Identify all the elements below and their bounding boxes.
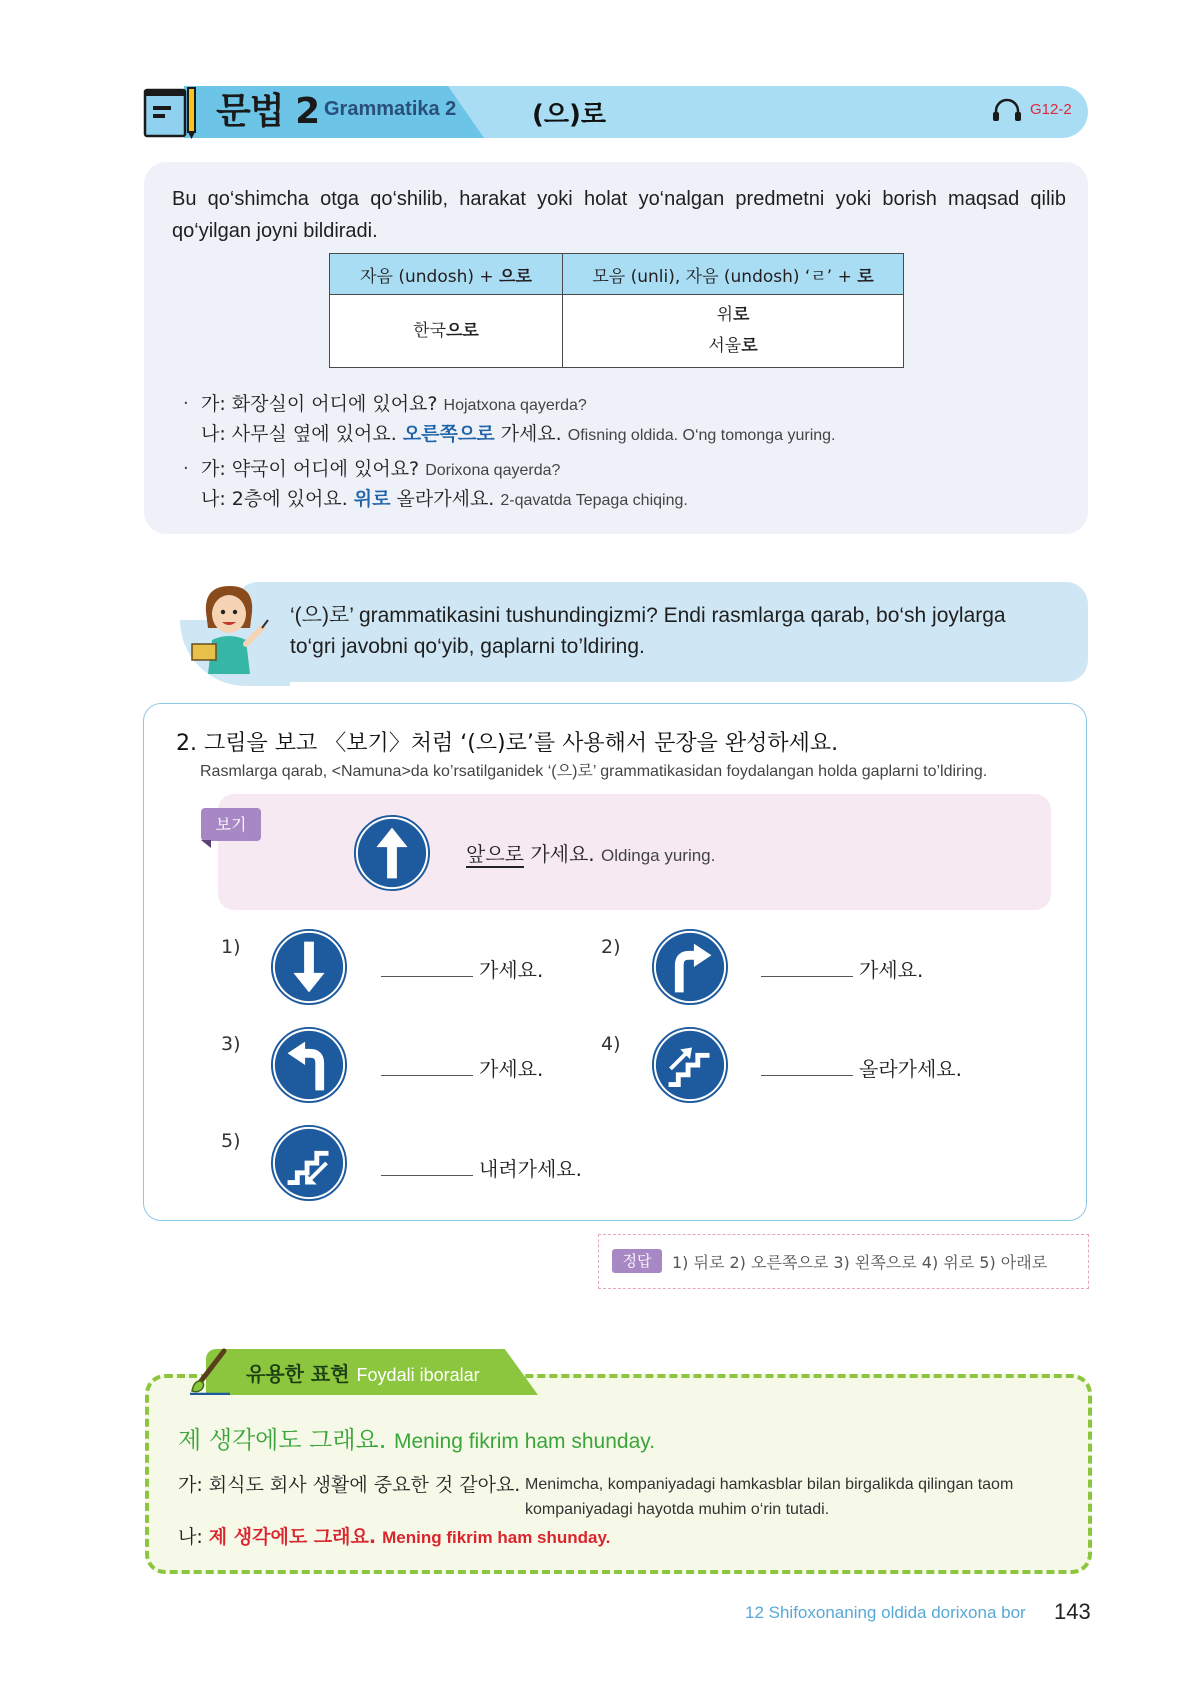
grammar-intro-text: Bu qo‘shimcha otga qo‘shilib, harakat yoki holat yo‘nalgan predmetni yoki borish maqsad qilib qo‘yilgan joyni bildiradi. <box>172 188 1066 242</box>
stairs-down-icon <box>270 1124 348 1202</box>
bullet: · <box>183 393 189 414</box>
answer-blank[interactable] <box>381 1074 473 1076</box>
useful-expressions-title: 유용한 표현 Foydali iboralar <box>246 1362 480 1386</box>
grammar-label: Grammatika 2 <box>324 98 457 120</box>
answer-blank[interactable] <box>381 975 473 977</box>
item-2-sentence: 가세요. <box>761 954 923 983</box>
dialogue-line-2: 나: 제 생각에도 그래요. Mening fikrim ham shunday. <box>178 1526 611 1548</box>
item-4-sentence: 올라가세요. <box>761 1053 962 1082</box>
item-3-sentence: 가세요. <box>381 1053 543 1082</box>
item-5-sentence: 내려가세요. <box>381 1153 582 1182</box>
exercise-title: 2. 그림을 보고 〈보기〉처럼 ‘(으)로’를 사용해서 문장을 완성하세요. <box>176 731 839 756</box>
answer-blank[interactable] <box>761 1074 853 1076</box>
grammar-topic: (으)로 <box>532 100 606 130</box>
item-3-number: 3) <box>221 1033 241 1055</box>
item-2-number: 2) <box>601 936 621 958</box>
chapter-footer: 12 Shifoxonaning oldida dorixona bor <box>745 1603 1026 1622</box>
dialogue-line-1-translation: Menimcha, kompaniyadagi hamkasblar bilan birgalikda qilingan taom kompaniyadagi hayotda muhim o‘rin tutadi. <box>525 1476 1014 1518</box>
answer-key-text: 1) 뒤로 2) 오른쪽으로 3) 왼쪽으로 4) 위로 5) 아래로 <box>672 1253 1048 1272</box>
prompt-text: ‘(으)로’ grammatikasini tushundingizmi? Endi rasmlarga qarab, bo‘sh joylarga to‘gri javobni qo‘yib, gaplarni to’ldiring. <box>290 604 1006 658</box>
item-5-number: 5) <box>221 1130 241 1152</box>
item-4-number: 4) <box>601 1033 621 1055</box>
table-cell-vowel-example: 위로 서울로 <box>563 295 904 368</box>
arrow-up-icon <box>353 814 431 892</box>
grammar-rule-table <box>329 253 904 368</box>
headphones-icon[interactable] <box>992 97 1022 123</box>
bullet: · <box>183 458 189 479</box>
example-1-question: 가: 화장실이 어디에 있어요? Hojatxona qayerda? <box>201 393 587 415</box>
arrow-turn-right-icon <box>651 928 729 1006</box>
example-2-question: 가: 약국이 어디에 있어요? Dorixona qayerda? <box>201 458 561 480</box>
example-label-flap <box>201 840 211 848</box>
answer-blank[interactable] <box>381 1174 473 1176</box>
answer-blank[interactable] <box>761 975 853 977</box>
exercise-subtitle: Rasmlarga qarab, <Namuna>da ko’rsatilganidek ‘(으)로’ grammatikasidan foydalangan holda gaplarni to’ldiring. <box>200 763 988 780</box>
useful-expression-headline: 제 생각에도 그래요. Mening fikrim ham shunday. <box>178 1426 656 1454</box>
example-2-answer: 나: 2층에 있어요. 위로 올라가세요. 2-qavatda Tepaga chiqing. <box>201 488 688 510</box>
table-header-consonant: 자음 (undosh) + 으로 <box>330 254 563 295</box>
arrow-turn-left-icon <box>270 1026 348 1104</box>
item-1-number: 1) <box>221 936 241 958</box>
example-1-answer: 나: 사무실 옆에 있어요. 오른쪽으로 가세요. Ofisning oldida. O‘ng tomonga yuring. <box>201 423 836 445</box>
page-number: 143 <box>1054 1599 1091 1624</box>
stairs-up-icon <box>651 1026 729 1104</box>
answer-key-label: 정답 <box>612 1249 662 1273</box>
lesson-number: 문법 2 <box>216 91 320 132</box>
arrow-down-icon <box>270 928 348 1006</box>
audio-track-code: G12-2 <box>1030 101 1072 118</box>
brush-icon <box>188 1345 232 1395</box>
grammar-book-icon <box>143 84 199 140</box>
table-cell-consonant-example: 한국으로 <box>330 295 563 368</box>
item-1-sentence: 가세요. <box>381 954 543 983</box>
example-label: 보기 <box>201 808 261 841</box>
table-header-vowel: 모음 (unli), 자음 (undosh) ‘ㄹ’ + 로 <box>563 254 904 295</box>
dialogue-line-1: 가: 회식도 회사 생활에 중요한 것 같아요. <box>178 1474 521 1496</box>
teacher-illustration <box>188 582 274 674</box>
example-sentence: 앞으로 가세요. Oldinga yuring. <box>466 842 716 866</box>
